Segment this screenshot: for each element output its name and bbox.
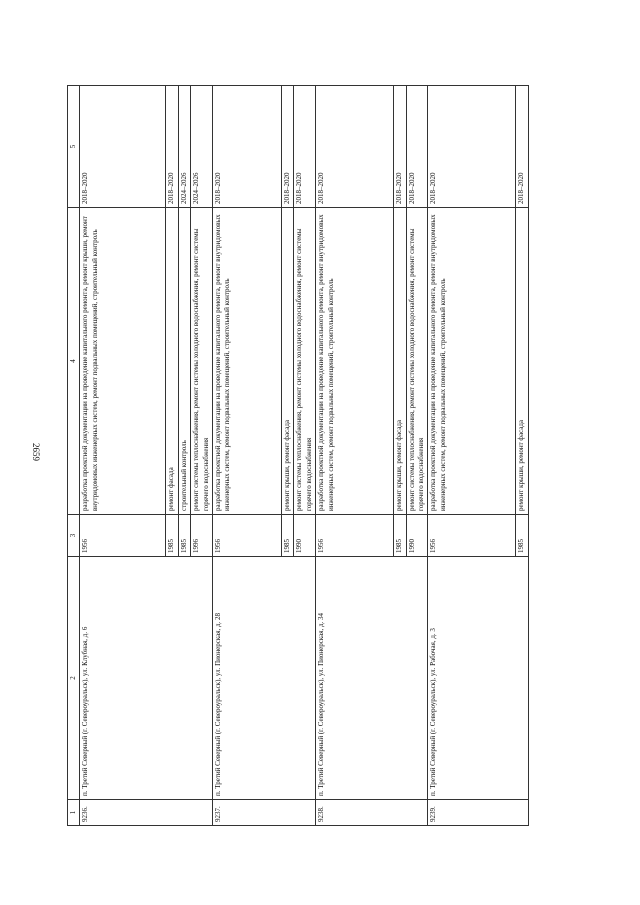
address-cell: п. Третий Северный (г. Североуральск), ул. Пионерская, д. 34 bbox=[316, 557, 428, 800]
year-cell: 1956 bbox=[428, 515, 516, 557]
period-cell: 2018–2020 bbox=[406, 86, 428, 208]
repair-schedule-table bbox=[67, 85, 529, 826]
year-cell: 1985 bbox=[516, 515, 528, 557]
year-cell: 1985 bbox=[166, 515, 178, 557]
year-cell: 1985 bbox=[394, 515, 406, 557]
header-row bbox=[68, 86, 80, 826]
header-col-5: 5 bbox=[68, 86, 80, 208]
header-col-1: 1 bbox=[68, 800, 80, 826]
year-cell: 1956 bbox=[213, 515, 282, 557]
year-cell: 1990 bbox=[406, 515, 428, 557]
page-number: 2659 bbox=[31, 443, 41, 461]
period-cell: 2024–2026 bbox=[191, 86, 213, 208]
works-cell: ремонт крыши, ремонт фасада bbox=[394, 208, 406, 515]
period-cell: 2018–2020 bbox=[294, 86, 316, 208]
address-cell: п. Третий Северный (г. Североуральск), ул. Рабочая, д. 3 bbox=[428, 557, 528, 800]
works-cell: строительный контроль bbox=[178, 208, 190, 515]
row-number: 9237. bbox=[213, 800, 316, 826]
address-cell: п. Третий Северный (г. Североуральск), ул. Клубная, д. 6 bbox=[80, 557, 213, 800]
works-cell: ремонт фасада bbox=[166, 208, 178, 515]
works-cell: разработка проектной документации на проведение капитального ремонта, ремонт внутридомовых инженерных систем, ремонт подвальных помещений, строительный контроль bbox=[428, 208, 516, 515]
works-cell: ремонт системы теплоснабжения, ремонт системы холодного водоснабжения, ремонт системы горячего водоснабжения bbox=[294, 208, 316, 515]
rotated-table-container bbox=[67, 86, 580, 826]
period-cell: 2018–2020 bbox=[282, 86, 294, 208]
works-cell: ремонт крыши, ремонт фасада bbox=[516, 208, 528, 515]
row-number: 9239. bbox=[428, 800, 528, 826]
period-cell: 2018–2020 bbox=[166, 86, 178, 208]
address-cell: п. Третий Северный (г. Североуральск), ул. Пионерская, д. 28 bbox=[213, 557, 316, 800]
period-cell: 2018–2020 bbox=[213, 86, 282, 208]
period-cell: 2018–2020 bbox=[516, 86, 528, 208]
works-cell: ремонт крыши, ремонт фасада bbox=[282, 208, 294, 515]
year-cell: 1985 bbox=[282, 515, 294, 557]
works-cell: разработка проектной документации на проведение капитального ремонта, ремонт внутридомовых инженерных систем, ремонт подвальных помещений, строительный контроль bbox=[213, 208, 282, 515]
table-row bbox=[316, 86, 394, 826]
works-cell: ремонт системы теплоснабжения, ремонт системы холодного водоснабжения, ремонт системы горячего водоснабжения bbox=[406, 208, 428, 515]
period-cell: 2018–2020 bbox=[394, 86, 406, 208]
year-cell: 1956 bbox=[316, 515, 394, 557]
works-cell: ремонт системы теплоснабжения, ремонт системы холодного водоснабжения, ремонт системы горячего водоснабжения bbox=[191, 208, 213, 515]
period-cell: 2018–2020 bbox=[316, 86, 394, 208]
table-row bbox=[80, 86, 166, 826]
table-row bbox=[213, 86, 282, 826]
year-cell: 1985 bbox=[178, 515, 190, 557]
header-col-4: 4 bbox=[68, 208, 80, 515]
header-col-3: 3 bbox=[68, 515, 80, 557]
year-cell: 1956 bbox=[80, 515, 166, 557]
year-cell: 1996 bbox=[191, 515, 213, 557]
row-number: 9236. bbox=[80, 800, 213, 826]
period-cell: 2024–2026 bbox=[178, 86, 190, 208]
row-number: 9238. bbox=[316, 800, 428, 826]
table-row bbox=[428, 86, 516, 826]
works-cell: разработка проектной документации на проведение капитального ремонта, ремонт крыши, ремонт внутридомовых инженерных систем, ремонт подвальных помещений, строительный контроль bbox=[80, 208, 166, 515]
period-cell: 2018–2020 bbox=[428, 86, 516, 208]
period-cell: 2018–2020 bbox=[80, 86, 166, 208]
header-col-2: 2 bbox=[68, 557, 80, 800]
works-cell: разработка проектной документации на проведение капитального ремонта, ремонт внутридомовых инженерных систем, ремонт подвальных помещений, строительный контроль bbox=[316, 208, 394, 515]
year-cell: 1990 bbox=[294, 515, 316, 557]
